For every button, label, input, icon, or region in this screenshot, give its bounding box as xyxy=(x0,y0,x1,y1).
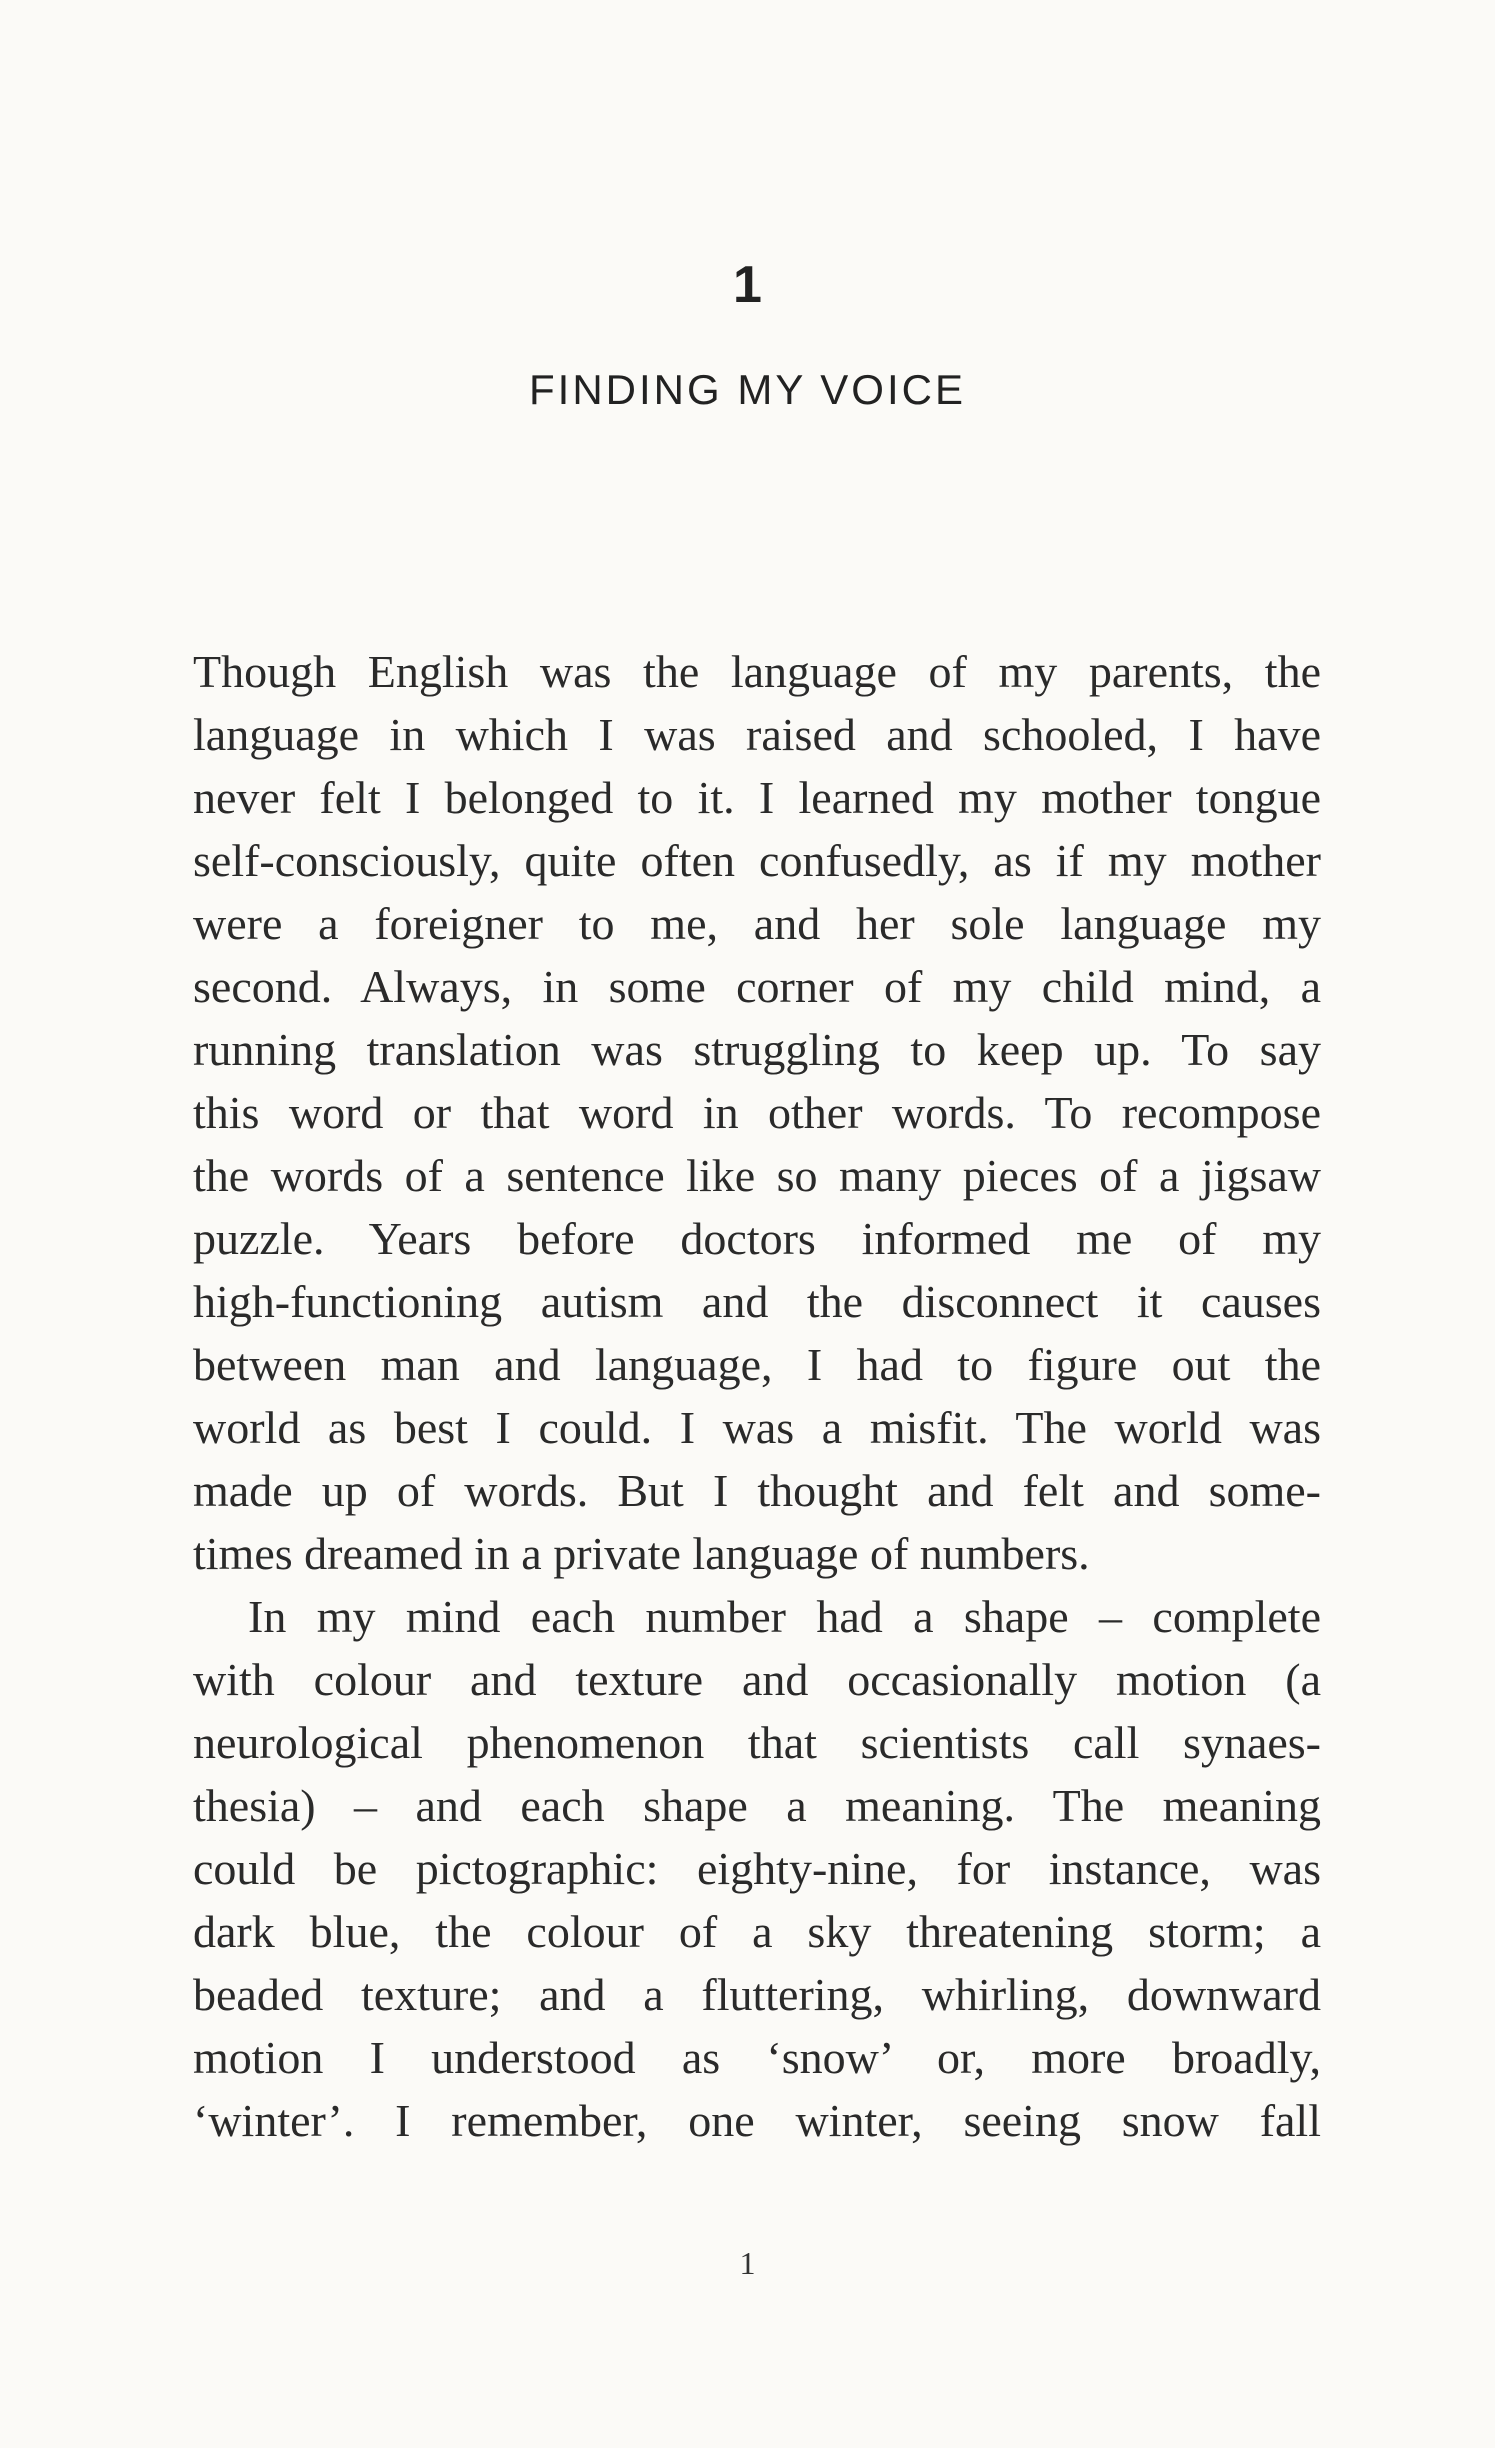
text-line: running translation was struggling to keep up. To say xyxy=(193,1024,1321,1075)
text-line: with colour and texture and occasionally motion (a xyxy=(193,1654,1321,1705)
text-line: motion I understood as ‘snow’ or, more broadly, xyxy=(193,2032,1321,2083)
text-line: this word or that word in other words. To recompose xyxy=(193,1087,1321,1138)
text-line: second. Always, in some corner of my child mind, a xyxy=(193,961,1321,1012)
text-line: language in which I was raised and schooled, I have xyxy=(193,709,1321,760)
text-line: Though English was the language of my parents, the xyxy=(193,646,1321,697)
chapter-title: FINDING MY VOICE xyxy=(529,366,966,413)
text-line: dark blue, the colour of a sky threatening storm; a xyxy=(193,1906,1321,1957)
text-line: never felt I belonged to it. I learned my mother tongue xyxy=(193,772,1321,823)
text-line: high-functioning autism and the disconnect it causes xyxy=(193,1276,1321,1327)
page-number: 1 xyxy=(739,2245,756,2281)
text-line: self-consciously, quite often confusedly, as if my mother xyxy=(193,835,1321,886)
text-line: between man and language, I had to figure out the xyxy=(193,1339,1321,1390)
text-line: beaded texture; and a fluttering, whirling, downward xyxy=(193,1969,1321,2020)
chapter-number: 1 xyxy=(733,256,762,314)
text-line: the words of a sentence like so many pieces of a jigsaw xyxy=(193,1150,1321,1201)
text-line: ‘winter’. I remember, one winter, seeing snow fall xyxy=(193,2095,1321,2146)
text-line: world as best I could. I was a misfit. The world was xyxy=(193,1402,1321,1453)
text-line: thesia) – and each shape a meaning. The meaning xyxy=(193,1780,1321,1831)
body-text xyxy=(193,640,1321,2152)
text-line: neurological phenomenon that scientists call synaes- xyxy=(193,1717,1321,1768)
text-line: were a foreigner to me, and her sole language my xyxy=(193,898,1321,949)
text-line: In my mind each number had a shape – complete xyxy=(248,1591,1321,1642)
text-line: times dreamed in a private language of numbers. xyxy=(193,1528,1090,1579)
text-line: could be pictographic: eighty-nine, for instance, was xyxy=(193,1843,1321,1894)
text-line: puzzle. Years before doctors informed me of my xyxy=(193,1213,1321,1264)
text-line: made up of words. But I thought and felt and some- xyxy=(193,1465,1321,1516)
